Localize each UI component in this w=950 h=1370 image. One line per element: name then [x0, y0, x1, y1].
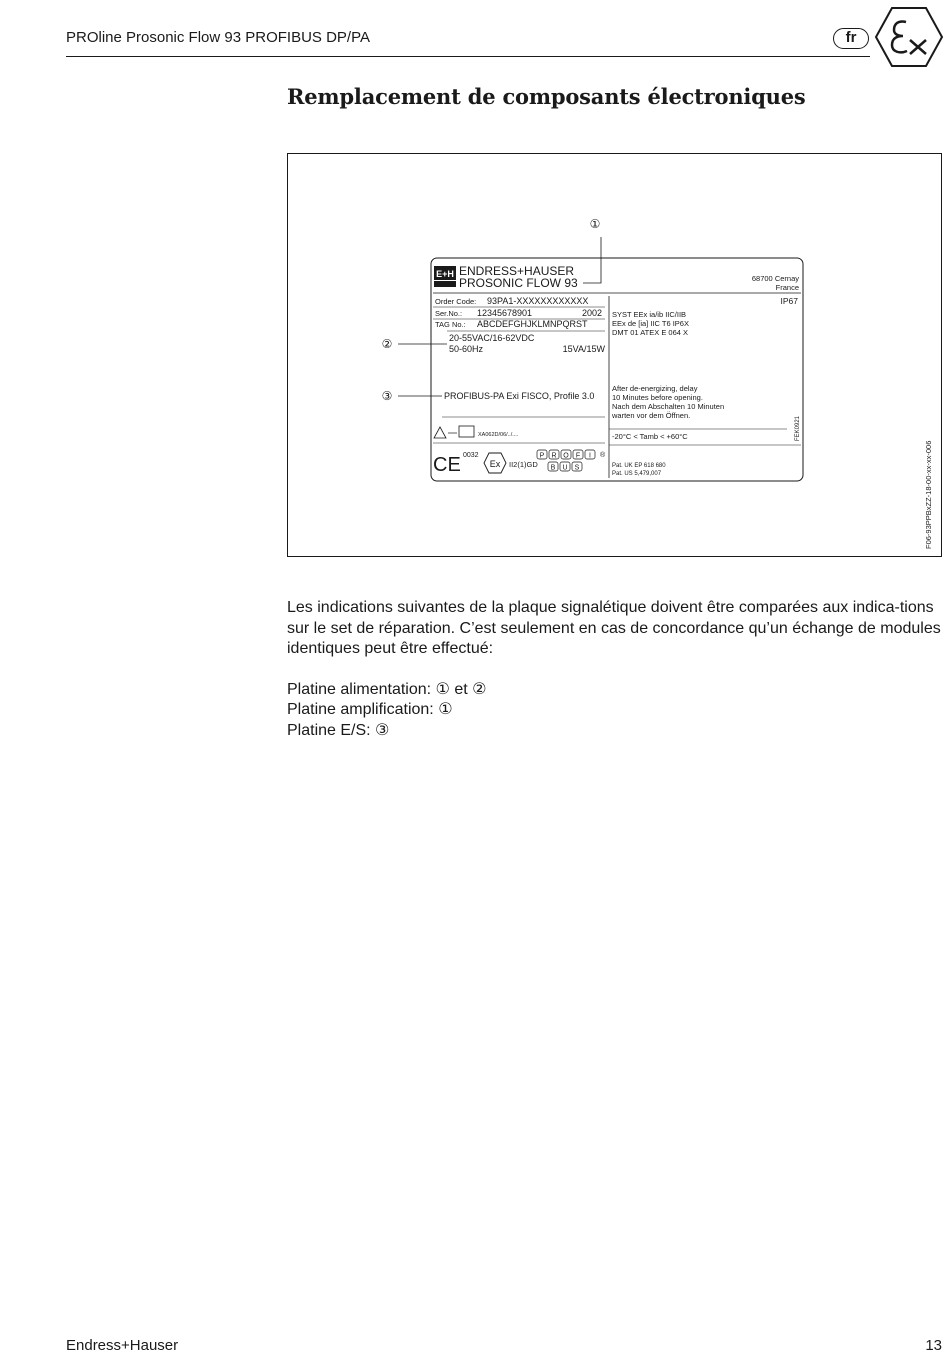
eh-logo-text: E+H: [436, 269, 454, 279]
tag-no-label: TAG No.:: [435, 320, 466, 329]
tag-no-value: ABCDEFGHJKLMNPQRST: [477, 319, 588, 329]
nameplate-vertical-code: FEK0921: [795, 415, 801, 441]
profibus-registered: ®: [600, 452, 606, 459]
warning-line-3: Nach dem Abschalten 10 Minuten: [612, 402, 725, 411]
nameplate-power: 15VA/15W: [562, 344, 605, 354]
module-list-item-power: Platine alimentation: ① et ②: [287, 680, 487, 698]
warning-line-2: 10 Minutes before opening.: [612, 393, 703, 402]
bus-letter: B: [550, 464, 556, 472]
profi-letter: F: [575, 452, 581, 460]
nameplate-location-line1: 68700 Cernay: [751, 274, 799, 283]
ce-mark: CE: [433, 454, 461, 476]
footer-brand: Endress+Hauser: [66, 1337, 179, 1354]
profi-letter: R: [551, 452, 557, 460]
order-code-value: 93PA1-XXXXXXXXXXXX: [487, 296, 589, 306]
nameplate-ip-rating: IP67: [780, 296, 798, 306]
order-code-label: Order Code:: [435, 297, 477, 306]
warning-line-1: After de-energizing, delay: [612, 384, 698, 393]
module-list-item-io: Platine E/S: ③: [287, 721, 390, 739]
ex-category: II2(1)GD: [509, 460, 538, 469]
eh-logo-base: [434, 281, 456, 287]
callout-2-label: ②: [381, 337, 393, 351]
header-rule: [66, 56, 870, 57]
figure-code: F06-93PPBxZZ-18-00-xx-xx-006: [924, 440, 933, 549]
nameplate-figure: [287, 153, 942, 557]
nameplate-temp-range: -20°C < Tamb < +60°C: [612, 432, 688, 441]
approval-line-2: EEx de [ia] IIC T6 IP6X: [612, 319, 689, 328]
nameplate-voltage: 20-55VAC/16-62VDC: [449, 333, 535, 343]
section-heading: Remplacement de composants électroniques: [287, 84, 806, 109]
nameplate-product: PROSONIC FLOW 93: [459, 276, 578, 290]
nameplate-location-line2: France: [775, 283, 799, 292]
bus-letter: S: [574, 464, 580, 472]
document-header-title: PROline Prosonic Flow 93 PROFIBUS DP/PA: [66, 29, 370, 46]
ex-mark: Ex: [489, 459, 501, 469]
profi-letter: O: [563, 452, 569, 460]
body-text: [287, 598, 942, 741]
ex-explosion-protection-icon: [874, 6, 944, 68]
instruction-paragraph: Les indications suivantes de la plaque signalétique doivent être comparées aux indica-tions sur le set de réparation. C’est seulement en cas de concordance qu’un échange de modules identiques peut être effectué:: [287, 599, 941, 657]
nameplate-doc-ref: XA062D/06/../....: [478, 432, 519, 438]
profi-letter: I: [589, 452, 591, 460]
patent-line-2: Pat. US 5,479,007: [612, 471, 662, 477]
module-list-item-amplifier: Platine amplification: ①: [287, 701, 453, 718]
warning-line-4: warten vor dem Öffnen.: [612, 411, 691, 420]
nameplate-bus-line: PROFIBUS-PA Exi FISCO, Profile 3.0: [444, 391, 595, 401]
nameplate-frequency: 50-60Hz: [449, 344, 484, 354]
manual-book-icon: [459, 426, 474, 437]
nameplate-year: 2002: [581, 308, 602, 318]
approval-line-1: SYST EEx ia/ib IIC/IIB: [612, 310, 687, 319]
approval-line-3: DMT 01 ATEX E 064 X: [612, 328, 689, 337]
nameplate-outline: [431, 258, 803, 481]
warning-triangle-icon: [434, 427, 446, 438]
page-number: 13: [925, 1337, 942, 1354]
bus-letter: U: [562, 464, 568, 472]
nameplate-brand: ENDRESS+HAUSER: [459, 264, 575, 278]
ser-no-value: 12345678901: [477, 308, 533, 318]
paragraph-gap: [287, 660, 942, 680]
notified-body-number: 0032: [463, 452, 479, 459]
callout-3-label: ③: [381, 389, 393, 403]
patent-line-1: Pat. UK EP 618 680: [612, 463, 666, 469]
callout-1-leader: [583, 237, 601, 283]
callout-1-label: ①: [589, 217, 601, 231]
profibus-logo: [537, 450, 595, 472]
ser-no-label: Ser.No.:: [435, 309, 463, 318]
language-badge: fr: [833, 28, 869, 49]
profi-letter: P: [539, 452, 545, 460]
